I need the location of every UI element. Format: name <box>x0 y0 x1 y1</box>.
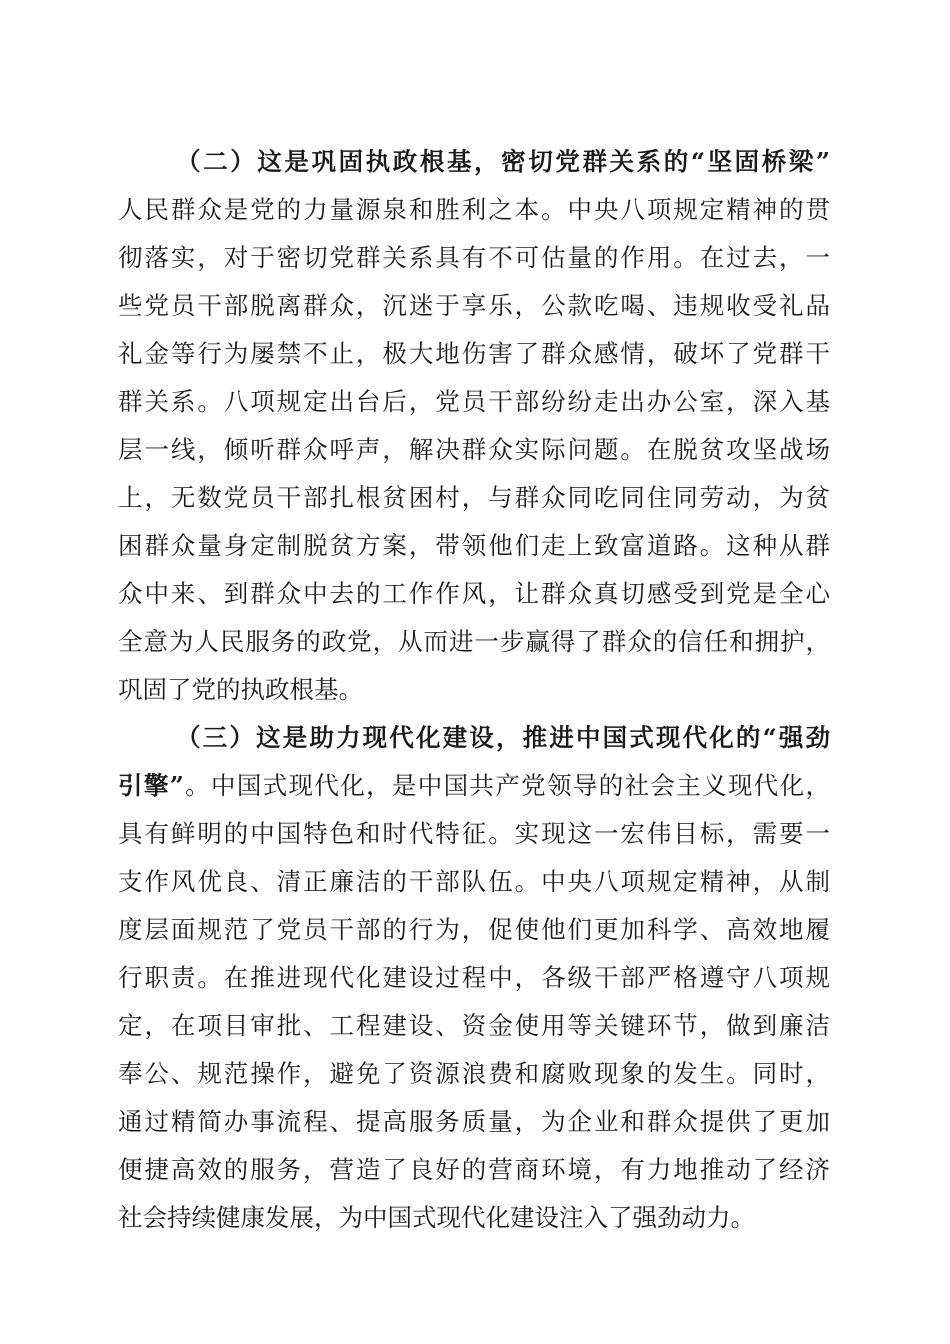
paragraph-line: 奉公、规范操作，避免了资源浪费和腐败现象的发生。同时， <box>118 1059 830 1088</box>
paragraph-line: 巩固了党的执政根基。 <box>118 675 363 704</box>
paragraph-line: 困群众量身定制脱贫方案，带领他们走上致富道路。这种从群 <box>118 531 830 560</box>
paragraph-line: 度层面规范了党员干部的行为，促使他们更加科学、高效地履 <box>118 915 830 944</box>
paragraph-line: 便捷高效的服务，营造了良好的营商环境，有力地推动了经济 <box>118 1155 830 1184</box>
paragraph-text: 。中国式现代化，是中国共产党领导的社会主义现代化， <box>183 771 831 800</box>
paragraph-line: 行职责。在推进现代化建设过程中，各级干部严格遵守八项规 <box>118 963 830 992</box>
paragraph-line: 定，在项目审批、工程建设、资金使用等关键环节，做到廉洁 <box>118 1011 830 1040</box>
section-3-heading-tail: 引擎” <box>118 771 184 800</box>
paragraph-line: 众中来、到群众中去的工作作风，让群众真切感受到党是全心 <box>118 579 830 608</box>
paragraph-line: 具有鲜明的中国特色和时代特征。实现这一宏伟目标，需要一 <box>118 819 830 848</box>
section-2-heading: （二）这是巩固执政根基，密切党群关系的“坚固桥梁” <box>176 147 830 176</box>
paragraph-line: 通过精简办事流程、提高服务质量，为企业和群众提供了更加 <box>118 1107 830 1136</box>
paragraph-line: 些党员干部脱离群众，沉迷于享乐，公款吃喝、违规收受礼品 <box>118 291 830 320</box>
paragraph-line <box>118 770 830 802</box>
paragraph-line: 礼金等行为屡禁不止，极大地伤害了群众感情，破坏了党群干 <box>118 339 830 368</box>
paragraph-line: 全意为人民服务的政党，从而进一步赢得了群众的信任和拥护， <box>118 627 830 656</box>
paragraph-line: 人民群众是党的力量源泉和胜利之本。中央八项规定精神的贯 <box>118 195 830 224</box>
paragraph-line: 上，无数党员干部扎根贫困村，与群众同吃同住同劳动，为贫 <box>118 483 830 512</box>
paragraph-line: 群关系。八项规定出台后，党员干部纷纷走出办公室，深入基 <box>118 387 830 416</box>
section-3-heading: （三）这是助力现代化建设，推进中国式现代化的“强劲 <box>176 723 830 752</box>
paragraph-line: 社会持续健康发展，为中国式现代化建设注入了强劲动力。 <box>118 1203 755 1232</box>
paragraph-line: 彻落实，对于密切党群关系具有不可估量的作用。在过去，一 <box>118 243 830 272</box>
paragraph-line: 层一线，倾听群众呼声，解决群众实际问题。在脱贫攻坚战场 <box>118 435 830 464</box>
paragraph-line: 支作风优良、清正廉洁的干部队伍。中央八项规定精神，从制 <box>118 867 830 896</box>
